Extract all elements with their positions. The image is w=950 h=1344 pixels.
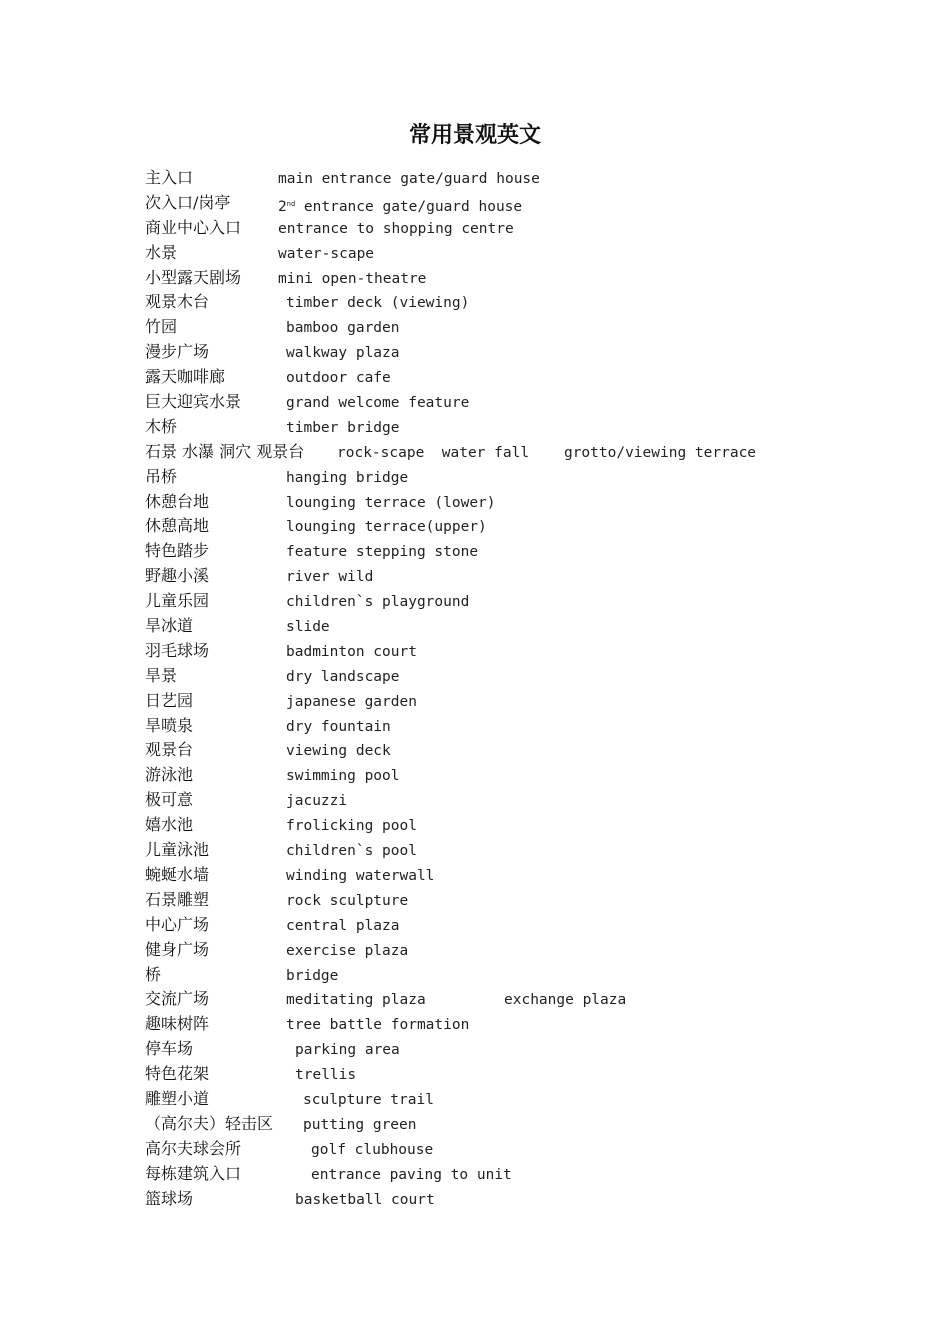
chinese-term: 雕塑小道 xyxy=(145,1088,210,1108)
term-row xyxy=(145,788,925,813)
chinese-term: 旱景 xyxy=(145,665,178,685)
term-row xyxy=(145,315,925,340)
english-term: japanese garden xyxy=(286,693,417,710)
term-row xyxy=(145,838,925,863)
term-row xyxy=(145,1012,925,1037)
term-row xyxy=(145,1112,925,1137)
chinese-term: 嬉水池 xyxy=(145,815,194,835)
term-row xyxy=(145,390,925,415)
chinese-term: 交流广场 xyxy=(145,989,210,1009)
term-list xyxy=(145,166,925,1211)
term-row xyxy=(145,1062,925,1087)
term-row xyxy=(145,241,925,266)
chinese-term: 健身广场 xyxy=(145,939,210,959)
chinese-term: 旱喷泉 xyxy=(145,715,194,735)
english-term-alt: exchange plaza xyxy=(504,992,627,1009)
english-term: timber deck (viewing) xyxy=(286,295,470,312)
term-row xyxy=(145,1162,925,1187)
english-term: entrance paving to unit xyxy=(311,1166,512,1183)
english-term: dry landscape xyxy=(286,668,400,685)
english-term: trellis xyxy=(295,1067,357,1084)
english-term: parking area xyxy=(295,1042,400,1059)
term-row xyxy=(145,415,925,440)
english-term: mini open-theatre xyxy=(278,270,427,287)
chinese-term: 停车场 xyxy=(145,1039,194,1059)
english-term: walkway plaza xyxy=(286,345,400,362)
term-row xyxy=(145,763,925,788)
chinese-term: 游泳池 xyxy=(145,765,194,785)
term-row xyxy=(145,290,925,315)
chinese-term: 篮球场 xyxy=(145,1188,194,1208)
chinese-term: 每栋建筑入口 xyxy=(145,1163,242,1183)
chinese-term: 漫步广场 xyxy=(145,342,210,362)
chinese-term: 商业中心入口 xyxy=(145,217,242,237)
english-term xyxy=(278,194,522,217)
english-term: timber bridge xyxy=(286,419,400,436)
chinese-term: 吊桥 xyxy=(145,466,178,486)
english-term: slide xyxy=(286,619,330,636)
term-row xyxy=(145,813,925,838)
english-term: lounging terrace (lower) xyxy=(286,494,496,511)
term-row xyxy=(145,1137,925,1162)
term-row xyxy=(145,614,925,639)
term-row xyxy=(145,963,925,988)
english-term: badminton court xyxy=(286,643,417,660)
term-row xyxy=(145,664,925,689)
term-row xyxy=(145,1037,925,1062)
chinese-term: 日艺园 xyxy=(145,690,194,710)
chinese-term: 特色踏步 xyxy=(145,541,210,561)
term-row xyxy=(145,913,925,938)
english-term: main entrance gate/guard house xyxy=(278,171,540,187)
chinese-term: 特色花架 xyxy=(145,1064,210,1084)
chinese-term: 极可意 xyxy=(145,790,194,810)
term-row xyxy=(145,738,925,763)
chinese-term: 羽毛球场 xyxy=(145,640,210,660)
term-row xyxy=(145,564,925,589)
english-term: dry fountain xyxy=(286,718,391,735)
english-term: water-scape xyxy=(278,245,375,262)
term-row xyxy=(145,689,925,714)
english-term: lounging terrace(upper) xyxy=(286,519,487,536)
chinese-term: 木桥 xyxy=(145,416,178,436)
english-term: central plaza xyxy=(286,917,400,934)
chinese-term: 石景雕塑 xyxy=(145,889,210,909)
term-row xyxy=(145,514,925,539)
english-term: tree battle formation xyxy=(286,1017,470,1034)
english-term-text: entrance gate/guard house xyxy=(295,198,523,215)
term-row xyxy=(145,714,925,739)
chinese-term: 石景 水瀑 洞穴 观景台 xyxy=(145,441,305,461)
chinese-term: 儿童泳池 xyxy=(145,840,210,860)
term-row xyxy=(145,266,925,291)
term-row xyxy=(145,465,925,490)
chinese-term: 巨大迎宾水景 xyxy=(145,392,242,412)
english-term: children`s pool xyxy=(286,843,417,860)
chinese-term: （高尔夫）轻击区 xyxy=(145,1113,274,1133)
english-term: golf clubhouse xyxy=(311,1141,434,1158)
term-row xyxy=(145,440,925,465)
term-row xyxy=(145,191,925,216)
english-term: rock sculpture xyxy=(286,892,409,909)
english-term: meditating plaza xyxy=(286,992,426,1009)
english-term: jacuzzi xyxy=(286,793,348,810)
term-row xyxy=(145,1187,925,1212)
english-term: river wild xyxy=(286,569,374,586)
english-term: exercise plaza xyxy=(286,942,409,959)
ordinal-number: 2 xyxy=(278,198,287,215)
english-term: frolicking pool xyxy=(286,818,417,835)
chinese-term: 蜿蜒水墙 xyxy=(145,864,210,884)
term-row xyxy=(145,987,925,1012)
term-row xyxy=(145,639,925,664)
term-row xyxy=(145,365,925,390)
term-row xyxy=(145,589,925,614)
term-row xyxy=(145,340,925,365)
english-term: children`s playground xyxy=(286,594,470,611)
chinese-term: 水景 xyxy=(145,242,178,262)
english-term: basketball court xyxy=(295,1191,435,1208)
chinese-term: 趣味树阵 xyxy=(145,1014,210,1034)
chinese-term: 露天咖啡廊 xyxy=(145,367,226,387)
chinese-term: 休憩台地 xyxy=(145,491,210,511)
chinese-term: 休憩高地 xyxy=(145,516,210,536)
chinese-term: 观景台 xyxy=(145,740,194,760)
term-row xyxy=(145,863,925,888)
chinese-term: 桥 xyxy=(145,964,162,984)
chinese-term: 高尔夫球会所 xyxy=(145,1138,242,1158)
english-term: winding waterwall xyxy=(286,867,435,884)
english-term: viewing deck xyxy=(286,743,391,760)
english-term: hanging bridge xyxy=(286,469,409,486)
english-term: bridge xyxy=(286,967,339,984)
document-title: 常用景观英文 xyxy=(408,122,541,148)
english-term: putting green xyxy=(303,1116,417,1133)
english-term: feature stepping stone xyxy=(286,544,479,561)
chinese-term: 旱冰道 xyxy=(145,616,194,636)
english-term: entrance to shopping centre xyxy=(278,220,514,237)
term-row xyxy=(145,938,925,963)
english-term: outdoor cafe xyxy=(286,370,391,387)
chinese-term: 中心广场 xyxy=(145,914,210,934)
term-row xyxy=(145,216,925,241)
term-row xyxy=(145,490,925,515)
chinese-term: 竹园 xyxy=(145,317,178,337)
term-row xyxy=(145,888,925,913)
chinese-term: 野趣小溪 xyxy=(145,566,210,586)
english-term: bamboo garden xyxy=(286,320,400,337)
chinese-term: 观景木台 xyxy=(145,292,210,312)
english-term: swimming pool xyxy=(286,768,400,785)
english-term: sculpture trail xyxy=(303,1091,434,1108)
chinese-term: 主入口 xyxy=(145,168,194,187)
chinese-term: 次入口/岗亭 xyxy=(145,192,231,212)
term-row xyxy=(145,166,925,191)
english-term: grand welcome feature xyxy=(286,395,470,412)
english-term: rock-scape water fall grotto/viewing terrace xyxy=(337,444,757,461)
term-row xyxy=(145,1087,925,1112)
term-row xyxy=(145,539,925,564)
ordinal-suffix: nd xyxy=(286,199,296,208)
chinese-term: 小型露天剧场 xyxy=(145,267,242,287)
chinese-term: 儿童乐园 xyxy=(145,591,210,611)
